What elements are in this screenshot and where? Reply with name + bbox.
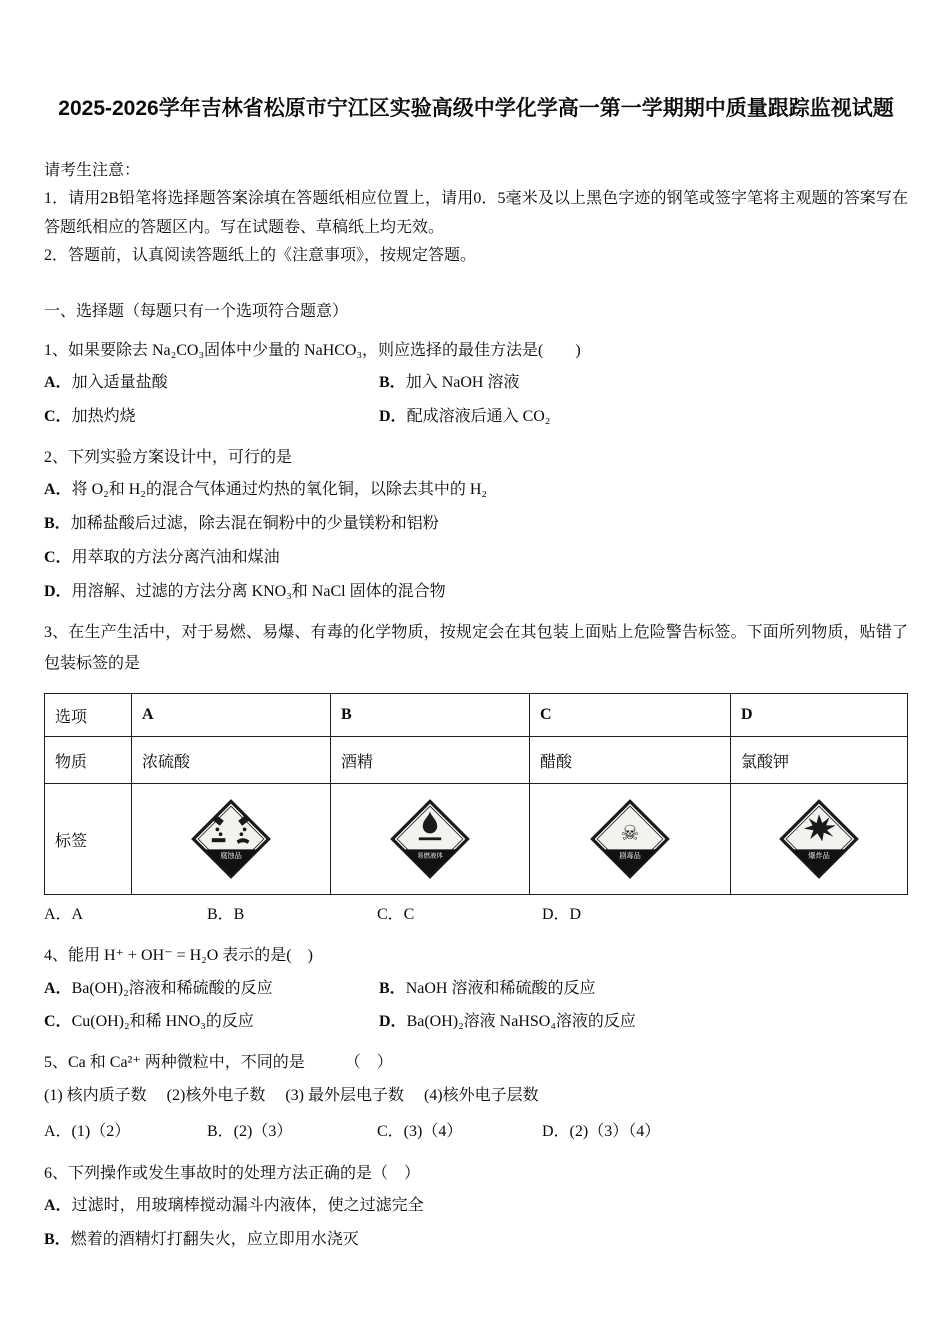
- table-cell-label-title: 标签: [45, 784, 132, 895]
- table-cell-label-a: [132, 784, 331, 895]
- option-label: C．: [44, 548, 72, 566]
- option-text: 加入适量盐酸: [71, 374, 168, 392]
- answer-b: B．(2)（3）: [207, 1123, 293, 1141]
- table-cell-label-b: [331, 784, 530, 895]
- table-cell-d: D: [731, 694, 908, 737]
- table-cell-b: B: [331, 694, 530, 737]
- option-label: B．: [379, 979, 406, 997]
- question-2: [44, 442, 908, 609]
- question-4: [44, 940, 908, 1039]
- table-cell-label-d: [731, 784, 908, 895]
- question-5-answers: [44, 1114, 908, 1149]
- hazard-label-text: 爆炸品: [808, 852, 830, 861]
- option-a: [44, 366, 379, 400]
- question-3-stem: 3、在生产生活中，对于易燃、易爆、有毒的化学物质，按规定会在其包装上面贴上危险警告标签。下面所列物质，贴错了包装标签的是: [44, 623, 908, 672]
- answer-a: A．(1)（2）: [44, 1123, 131, 1141]
- option-text: 用萃取的方法分离汽油和煤油: [71, 548, 280, 566]
- question-6-stem: 6、下列操作或发生事故时的处理方法正确的是（ ）: [44, 1164, 421, 1182]
- option-text: 燃着的酒精灯打翻失火，应立即用水浇灭: [70, 1230, 359, 1248]
- answer-b: B．B: [207, 906, 245, 924]
- notice-heading: 请考生注意：: [44, 161, 141, 179]
- skull-crossbones-glyph: ☠: [620, 820, 640, 845]
- option-a: [44, 473, 908, 507]
- hazard-label-text: 易燃液体: [417, 852, 443, 860]
- corrosive-hazard-icon: [191, 799, 271, 879]
- option-text: Ba(OH)₂溶液和稀硫酸的反应: [71, 979, 273, 997]
- question-6-options: [44, 1189, 908, 1257]
- option-text: NaOH 溶液和稀硫酸的反应: [405, 979, 596, 997]
- option-text: 加入 NaOH 溶液: [405, 374, 520, 392]
- option-a: [44, 1189, 908, 1223]
- answer-c: C．(3)（4）: [377, 1123, 463, 1141]
- notice-item-2: 2．答题前，认真阅读答题纸上的《注意事项》，按规定答题。: [44, 247, 477, 265]
- table-row-label: [45, 784, 908, 895]
- answer-c: C．C: [377, 906, 415, 924]
- option-text: 加热灼烧: [71, 408, 136, 426]
- option-label: D．: [379, 408, 407, 426]
- hazard-label-table: [44, 693, 908, 895]
- option-b: [379, 972, 908, 1006]
- table-row-option: [45, 694, 908, 737]
- table-cell-label-c: [530, 784, 731, 895]
- explosive-hazard-icon: [779, 799, 859, 879]
- answer-d: D．(2)（3）（4）: [542, 1123, 661, 1141]
- question-6: [44, 1158, 908, 1257]
- question-4-stem: 4、能用 H⁺ + OH⁻ = H₂O 表示的是( ): [44, 947, 313, 965]
- option-b: [44, 507, 908, 541]
- option-text: 配成溶液后通入 CO₂: [406, 408, 551, 426]
- notice-item-1: 1．请用2B铅笔将选择题答案涂填在答题纸相应位置上，请用0．5毫米及以上黑色字迹的钢笔或签字笔将主观题的答案写在答题纸相应的答题区内。写在试题卷、草稿纸上均无效。: [44, 190, 908, 236]
- option-b: [44, 1223, 908, 1257]
- question-1-options: [44, 366, 908, 434]
- table-cell-c: C: [530, 694, 731, 737]
- table-cell-a: A: [132, 694, 331, 737]
- section-header: 一、选择题（每题只有一个选项符合题意）: [44, 302, 349, 320]
- question-1: [44, 335, 908, 434]
- question-5-stem: 5、Ca 和 Ca²⁺ 两种微粒中，不同的是 （ ）: [44, 1054, 393, 1072]
- answer-a: A．A: [44, 906, 84, 924]
- answer-d: D．D: [542, 906, 582, 924]
- option-d: [379, 400, 908, 434]
- option-label: C．: [44, 1013, 72, 1031]
- option-text: Ba(OH)₂溶液 NaHSO₄溶液的反应: [406, 1013, 636, 1031]
- option-text: 过滤时，用玻璃棒搅动漏斗内液体，使之过滤完全: [71, 1196, 424, 1214]
- option-text: 加稀盐酸后过滤，除去混在铜粉中的少量镁粉和铝粉: [70, 515, 439, 533]
- option-label: D．: [379, 1013, 407, 1031]
- option-b: [379, 366, 908, 400]
- exam-title: 2025-2026学年吉林省松原市宁江区实验高级中学化学高一第一学期期中质量跟踪监视试题: [58, 97, 894, 120]
- option-c: [44, 1005, 379, 1039]
- option-text: 将 O₂和 H₂的混合气体通过灼热的氧化铜，以除去其中的 H₂: [71, 481, 487, 499]
- question-2-stem: 2、下列实验方案设计中，可行的是: [44, 448, 293, 466]
- question-3: [44, 617, 908, 933]
- option-label: A．: [44, 1196, 72, 1214]
- question-5: [44, 1047, 908, 1149]
- option-d: [44, 575, 908, 609]
- option-label: D．: [44, 582, 72, 600]
- flammable-liquid-hazard-icon: [390, 799, 470, 879]
- option-label: B．: [44, 1230, 71, 1248]
- notice-block: [44, 156, 908, 271]
- toxic-hazard-icon: [590, 799, 670, 879]
- option-text: Cu(OH)₂和稀 HNO₃的反应: [71, 1013, 254, 1031]
- table-cell-substance-d: 氯酸钾: [731, 737, 908, 784]
- hazard-label-text: 腐蚀品: [220, 852, 242, 861]
- option-label: B．: [379, 374, 406, 392]
- table-cell-substance-title: 物质: [45, 737, 132, 784]
- table-cell-option-title: 选项: [45, 694, 132, 737]
- table-cell-substance-b: 酒精: [331, 737, 530, 784]
- question-3-answers: [44, 897, 908, 932]
- option-c: [44, 541, 908, 575]
- table-cell-substance-c: 醋酸: [530, 737, 731, 784]
- question-4-options: [44, 972, 908, 1040]
- option-label: B．: [44, 515, 71, 533]
- option-label: A．: [44, 979, 72, 997]
- option-label: A．: [44, 481, 72, 499]
- option-c: [44, 400, 379, 434]
- option-label: C．: [44, 408, 72, 426]
- option-d: [379, 1005, 908, 1039]
- option-label: A．: [44, 374, 72, 392]
- option-a: [44, 972, 379, 1006]
- hazard-label-text: 剧毒品: [619, 852, 641, 861]
- table-row-substance: [45, 737, 908, 784]
- table-cell-substance-a: 浓硫酸: [132, 737, 331, 784]
- option-text: 用溶解、过滤的方法分离 KNO₃和 NaCl 固体的混合物: [71, 582, 446, 600]
- question-5-subitems: (1) 核内质子数 (2)核外电子数 (3) 最外层电子数 (4)核外电子层数: [44, 1086, 539, 1104]
- question-2-options: [44, 473, 908, 609]
- question-1-stem: 1、如果要除去 Na₂CO₃固体中少量的 NaHCO₃，则应选择的最佳方法是( ): [44, 341, 581, 359]
